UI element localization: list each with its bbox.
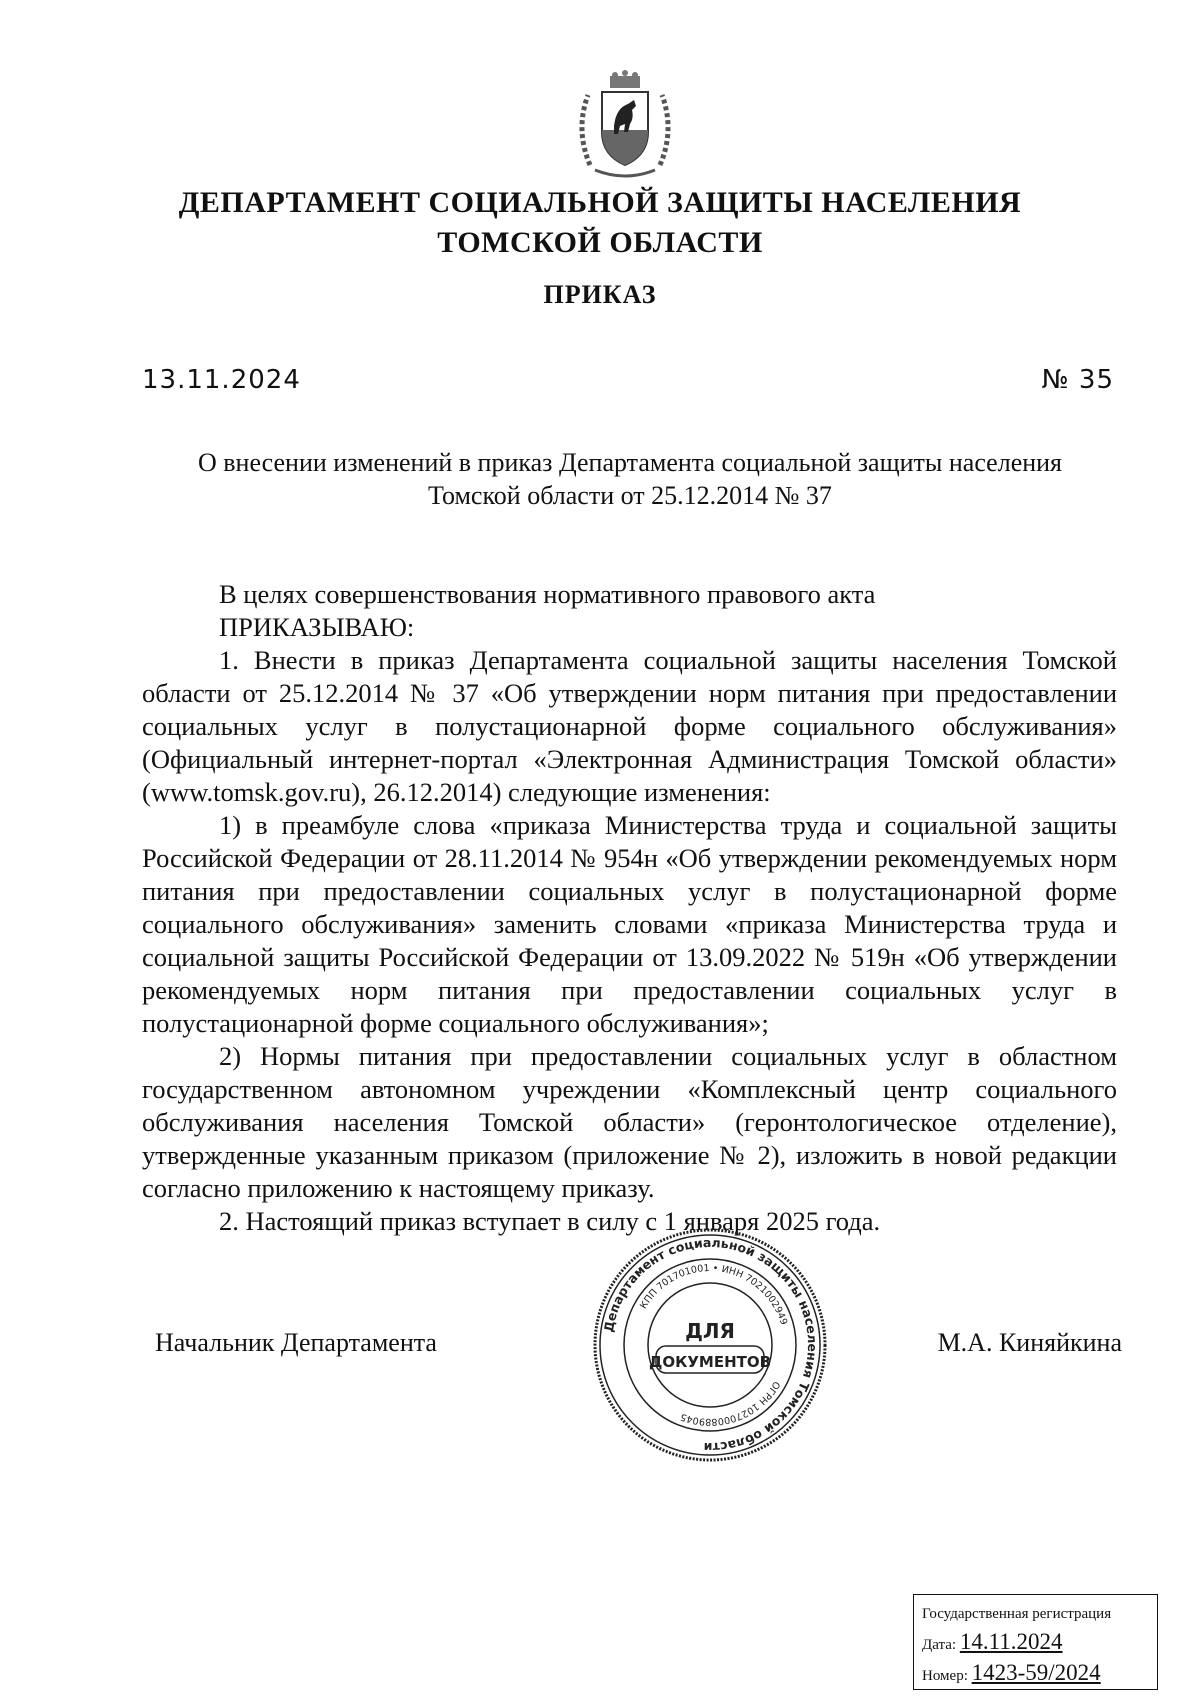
item-1-2-paragraph: 2) Нормы питания при предоставлении социальных услуг в областном государственном автономном учреждении «Комплексный центр социального обслуживания населения Томской области» (геронтологическое отделение), утвержденные указанным приказом (приложение № 2), изложить в новой редакции согласно приложению к настоящему приказу.: [142, 1041, 1117, 1203]
order-date: 13.11.2024: [142, 365, 301, 395]
registration-number-label: Номер:: [922, 1668, 968, 1684]
department-name-line1: ДЕПАРТАМЕНТ СОЦИАЛЬНОЙ ЗАЩИТЫ НАСЕЛЕНИЯ: [178, 186, 1022, 219]
item-1-1-paragraph: 1) в преамбуле слова «приказа Министерства труда и социальной защиты Российской Федерации от 28.11.2014 № 954н «Об утверждении рекомендуемых норм питания при предоставлении социальных услуг в полустационарной форме социального обслуживания» заменить словами «приказа Министерства труда и социальной защиты Российской Федерации от 13.09.2022 № 519н «Об утверждении рекомендуемых норм питания при предоставлении социальных услуг в полустационарной форме социального обслуживания»;: [142, 810, 1117, 1038]
signatory-position: Начальник Департамента: [155, 1328, 437, 1357]
seal-bottom-text: ОГРН 1027000889045: [679, 1379, 782, 1428]
item-2-paragraph: 2. Настоящий приказ вступает в силу с 1 января 2025 года.: [219, 1206, 881, 1236]
registration-number-value: 1423-59/2024: [971, 1660, 1101, 1685]
command-paragraph: ПРИКАЗЫВАЮ:: [219, 612, 415, 642]
document-type-title: ПРИКАЗ: [543, 280, 657, 309]
subject-line1: О внесении изменений в приказ Департамента социальной защиты населения: [197, 448, 1063, 477]
signatory-name: М.А. Киняйкина: [937, 1328, 1122, 1357]
seal-outer-text: Департамент социальной защиты населения Томской области: [600, 1234, 821, 1456]
seal-inner-text: КПП 701701001 • ИНН 7021002949: [638, 1262, 790, 1327]
state-registration-box: [913, 1594, 1158, 1690]
order-number: № 35: [1041, 365, 1114, 395]
svg-text:КПП 701701001 • ИНН 7021002949: [638, 1263, 789, 1326]
department-name-line2: ТОМСКОЙ ОБЛАСТИ: [437, 226, 763, 259]
order-body: [142, 578, 1117, 1238]
seal-center-line1: ДЛЯ: [685, 1319, 735, 1343]
order-subject: [140, 446, 1120, 512]
coat-of-arms-emblem: [570, 70, 680, 180]
preamble-paragraph: В целях совершенствования нормативного правового акта: [219, 579, 876, 609]
item-1-paragraph: 1. Внести в приказ Департамента социальной защиты населения Томской области от 25.12.2014 № 37 «Об утверждении норм питания при предоставлении социальных услуг в полустационарной форме социального обслуживания» (Официальный интернет-портал «Электронная Администрация Томской области» (www.tomsk.gov.ru), 26.12.2014) следующие изменения:: [142, 645, 1117, 807]
registration-date-value: 14.11.2024: [959, 1629, 1063, 1654]
official-seal-stamp: [590, 1225, 830, 1465]
seal-center-line2: ДОКУМЕНТОВ: [648, 1353, 772, 1371]
registration-title: Государственная регистрация: [922, 1606, 1112, 1622]
registration-date-label: Дата:: [922, 1637, 957, 1653]
subject-line2: Томской области от 25.12.2014 № 37: [428, 481, 832, 510]
